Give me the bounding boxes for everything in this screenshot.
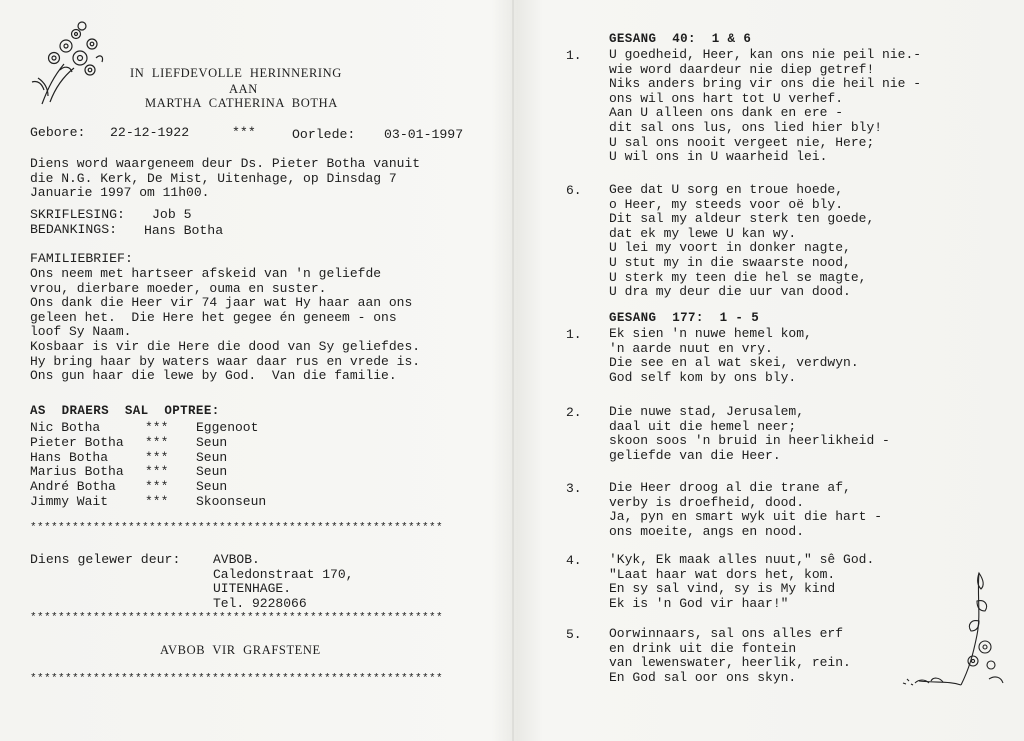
bearer-row (30, 450, 330, 465)
bearer-role: Eggenoot (196, 420, 259, 435)
hymn-40-verse-1 (609, 48, 921, 165)
verse-line: Ek sien 'n nuwe hemel kom, (609, 326, 812, 341)
reading-label: SKRIFLESING: (30, 207, 125, 222)
hymn-177-verse-3 (609, 481, 882, 539)
stars-divider: *********************************************************** (30, 522, 444, 534)
verse-line: U stut my in die swaarste nood, (609, 254, 851, 270)
hymn-177-verse-2 (609, 405, 890, 463)
hymn-40-title: GESANG 40: 1 & 6 (609, 32, 752, 46)
verse-line: En sy sal vind, sy is My kind (609, 581, 836, 597)
bearer-separator: *** (145, 435, 169, 450)
bearer-role: Seun (196, 450, 228, 465)
verse-line: Dit sal my aldeur sterk ten goede, (609, 211, 875, 227)
verse-line: U dra my deur die uur van dood. (609, 284, 851, 300)
bearer-name: Hans Botha (30, 450, 109, 465)
verse-line: God self kom by ons bly. (609, 369, 797, 385)
bearer-separator: *** (145, 450, 169, 465)
verse-line: dit sal ons lus, ons lied hier bly! (609, 119, 883, 135)
service-line: Diens word waargeneem deur Ds. Pieter Botha vanuit (30, 156, 421, 171)
bearer-row (30, 494, 330, 509)
bearer-row (30, 420, 330, 435)
bearer-name: Marius Botha (30, 464, 124, 479)
verse-line: van lewenswater, heerlik, rein. (609, 655, 851, 671)
hymn-40-verse-6 (609, 183, 874, 300)
bearer-separator: *** (145, 464, 169, 479)
provider-line: Caledonstraat 170, (213, 566, 354, 582)
verse-line: U sal ons nooit vergeet nie, Here; (609, 134, 875, 150)
service-line: Januarie 1997 om 11h00. (30, 185, 210, 201)
verse-line: Niks anders bring vir ons die heil nie - (609, 76, 922, 92)
letter-line: Kosbaar is vir die Here die dood van Sy geliefdes. (30, 338, 421, 354)
heading-line-3: MARTHA CATHERINA BOTHA (145, 96, 338, 110)
thanks-label: BEDANKINGS: (30, 222, 118, 237)
bearer-separator: *** (145, 494, 169, 509)
letter-line: vrou, dierbare moeder, ouma en suster. (30, 280, 327, 296)
died-label: Oorlede: (292, 127, 356, 142)
footer-note: AVBOB VIR GRAFSTENE (160, 643, 321, 657)
bearer-row (30, 435, 330, 450)
verse-line: Ja, pyn en smart wyk uit die hart - (609, 509, 883, 525)
verse-line: ons wil ons hart tot U verhef. (609, 90, 844, 106)
verse-number: 4. (566, 553, 582, 568)
bearer-separator: *** (145, 479, 169, 494)
provider-line: UITENHAGE. (213, 581, 292, 597)
hymn-177-verse-4 (609, 553, 874, 611)
verse-line: Oorwinnaars, sal ons alles erf (609, 626, 844, 641)
letter-title: FAMILIEBRIEF: (30, 251, 133, 266)
bearer-role: Seun (196, 479, 228, 494)
hymn-177-verse-1 (609, 327, 859, 385)
bearer-name: André Botha (30, 479, 116, 494)
letter-line: loof Sy Naam. (30, 324, 132, 340)
bearer-row (30, 464, 330, 479)
bearer-role: Seun (196, 464, 228, 479)
died-date: 03-01-1997 (384, 127, 464, 142)
verse-line: En God sal oor ons skyn. (609, 669, 797, 685)
hymn-177-verse-5 (609, 627, 851, 685)
bearer-row (30, 479, 330, 494)
letter-line: geleen het. Die Here het gegee én geneem - ons (30, 309, 397, 325)
provider-line: Tel. 9228066 (213, 595, 307, 611)
reading-value: Job 5 (152, 207, 192, 222)
verse-line: U wil ons in U waarheid lei. (609, 149, 828, 165)
letter-line: Ons neem met hartseer afskeid van 'n geliefde (30, 266, 382, 281)
verse-line: U goedheid, Heer, kan ons nie peil nie.- (609, 47, 922, 62)
verse-line: 'n aarde nuut en vry. (609, 340, 773, 356)
family-letter (30, 267, 420, 384)
verse-line: Die nuwe stad, Jerusalem, (609, 404, 805, 419)
verse-line: 'Kyk, Ek maak alles nuut," sê God. (609, 552, 875, 567)
verse-line: en drink uit die fontein (609, 640, 797, 656)
bearer-name: Pieter Botha (30, 435, 124, 450)
bearer-role: Skoonseun (196, 494, 267, 509)
stars-divider: *********************************************************** (30, 673, 444, 685)
verse-line: Die Heer droog al die trane af, (609, 480, 851, 495)
verse-line: Aan U alleen ons dank en ere - (609, 105, 844, 121)
floral-corner-icon (899, 565, 1014, 695)
verse-number: 3. (566, 481, 582, 496)
born-label: Gebore: (30, 125, 86, 140)
verse-line: skoon soos 'n bruid in heerlikheid - (609, 433, 890, 449)
verse-line: Ek is 'n God vir haar!" (609, 595, 789, 611)
heading-line-2: AAN (229, 82, 258, 96)
service-line: die N.G. Kerk, De Mist, Uitenhage, op Dinsdag 7 (30, 170, 397, 186)
verse-line: o Heer, my steeds voor oë bly. (609, 196, 844, 212)
heading-line-1: IN LIEFDEVOLLE HERINNERING (130, 66, 342, 80)
verse-line: U lei my voort in donker nagte, (609, 240, 851, 256)
verse-line: "Laat haar wat dors het, kom. (609, 566, 836, 582)
hymn-177-title: GESANG 177: 1 - 5 (609, 311, 760, 325)
bearer-separator: *** (145, 420, 169, 435)
service-details (30, 157, 420, 201)
dates-separator: *** (232, 125, 256, 140)
bearers-title: AS DRAERS SAL OPTREE: (30, 404, 220, 418)
bearer-name: Nic Botha (30, 420, 101, 435)
letter-line: Hy bring haar by waters waar daar rus en vrede is. (30, 353, 421, 369)
verse-line: Die see en al wat skei, verdwyn. (609, 355, 859, 371)
verse-line: daal uit die hemel neer; (609, 418, 797, 434)
flower-bouquet-icon (20, 18, 110, 108)
thanks-value: Hans Botha (144, 223, 224, 238)
stars-divider: *********************************************************** (30, 612, 444, 624)
provider-line: AVBOB. (213, 552, 260, 567)
verse-line: geliefde van die Heer. (609, 447, 781, 463)
verse-line: ons moeite, angs en nood. (609, 523, 805, 539)
verse-number: 5. (566, 627, 582, 642)
verse-number: 1. (566, 48, 582, 63)
bearer-role: Seun (196, 435, 228, 450)
verse-number: 1. (566, 327, 582, 342)
born-date: 22-12-1922 (110, 125, 190, 140)
verse-line: wie word daardeur nie diep getref! (609, 61, 875, 77)
verse-number: 2. (566, 405, 582, 420)
provider-address (213, 553, 353, 611)
verse-number: 6. (566, 183, 582, 198)
verse-line: Gee dat U sorg en troue hoede, (609, 182, 844, 197)
letter-line: Ons gun haar die lewe by God. Van die familie. (30, 368, 397, 384)
provider-label: Diens gelewer deur: (30, 552, 181, 567)
verse-line: dat ek my lewe U kan wy. (609, 225, 797, 241)
verse-line: U sterk my teen die hel se magte, (609, 269, 867, 285)
bearer-name: Jimmy Wait (30, 494, 109, 509)
verse-line: verby is droefheid, dood. (609, 494, 805, 510)
letter-line: Ons dank die Heer vir 74 jaar wat Hy haar aan ons (30, 295, 413, 311)
right-page (514, 0, 1024, 741)
